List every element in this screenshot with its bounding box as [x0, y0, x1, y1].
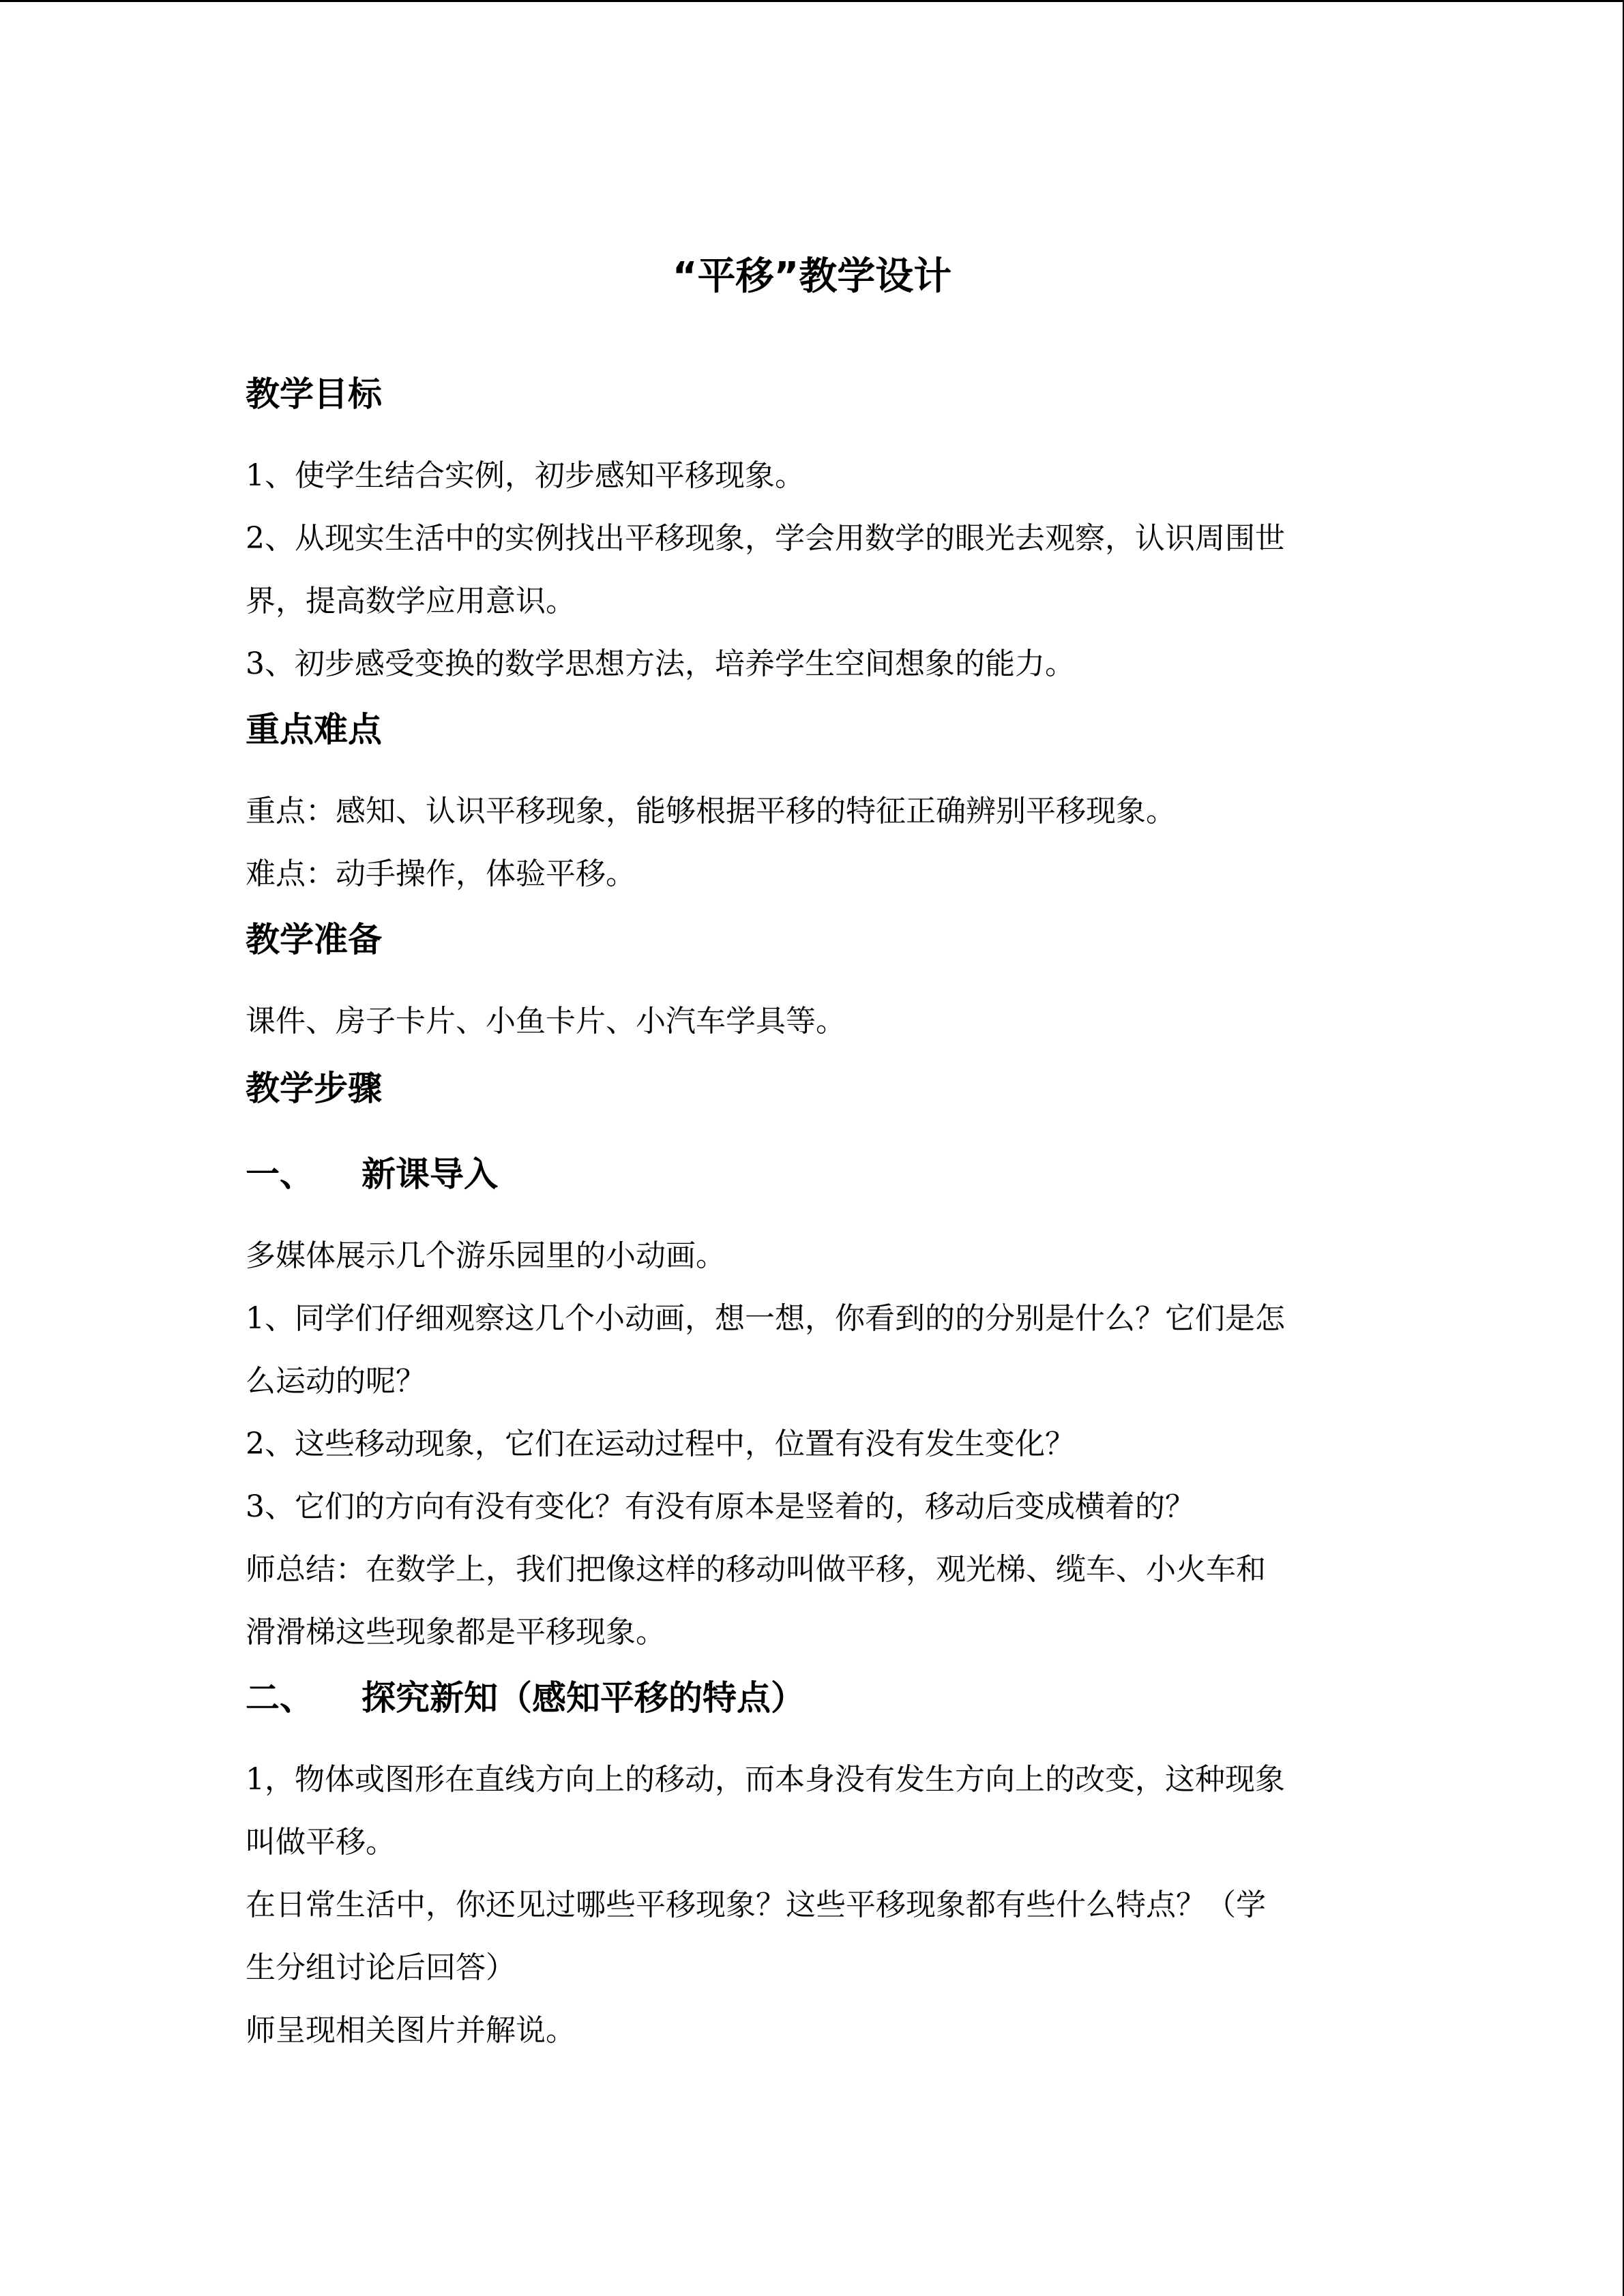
- part1-title: 新课导入: [361, 1154, 498, 1194]
- objective-line-1: 1、使学生结合实例，初步感知平移现象。: [246, 458, 805, 493]
- page-top-border: [0, 0, 1624, 2]
- part1-line-6: 师总结：在数学上，我们把像这样的移动叫做平移，观光梯、缆车、小火车和: [246, 1552, 1266, 1587]
- preparation-line: 课件、房子卡片、小鱼卡片、小汽车学具等。: [246, 1004, 846, 1039]
- heading-objectives: 教学目标: [246, 374, 382, 414]
- part2-line-1: 1，物体或图形在直线方向上的移动，而本身没有发生方向上的改变，这种现象: [246, 1762, 1285, 1797]
- heading-key-points: 重点难点: [246, 710, 382, 749]
- part1-line-7: 滑滑梯这些现象都是平移现象。: [246, 1615, 666, 1650]
- heading-part2: [246, 1671, 805, 1725]
- part2-line-5: 师呈现相关图片并解说。: [246, 2013, 576, 2048]
- heading-steps: 教学步骤: [246, 1069, 382, 1108]
- part1-number: 一、: [246, 1154, 314, 1194]
- objective-line-2-cont: 界，提高数学应用意识。: [246, 584, 576, 618]
- part2-line-2: 叫做平移。: [246, 1825, 396, 1860]
- part1-line-1: 多媒体展示几个游乐园里的小动画。: [246, 1238, 726, 1273]
- objective-line-3: 3、初步感受变换的数学思想方法，培养学生空间想象的能力。: [246, 646, 1075, 681]
- difficulty-line: 难点：动手操作，体验平移。: [246, 856, 636, 891]
- key-point-line: 重点：感知、认识平移现象，能够根据平移的特征正确辨别平移现象。: [246, 794, 1176, 829]
- part1-line-3: 么运动的呢？: [246, 1364, 426, 1399]
- part2-line-4: 生分组讨论后回答）: [246, 1950, 516, 1985]
- page-title: “平移”教学设计: [672, 254, 952, 299]
- objective-line-2: 2、从现实生活中的实例找出平移现象，学会用数学的眼光去观察，认识周围世: [246, 521, 1285, 556]
- heading-part1: [246, 1147, 498, 1202]
- part2-title: 探究新知（感知平移的特点）: [361, 1678, 805, 1718]
- part1-line-4: 2、这些移动现象，它们在运动过程中，位置有没有发生变化？: [246, 1427, 1075, 1461]
- heading-preparation: 教学准备: [246, 920, 382, 959]
- part2-number: 二、: [246, 1678, 314, 1718]
- part1-line-2: 1、同学们仔细观察这几个小动画，想一想，你看到的的分别是什么？它们是怎: [246, 1301, 1285, 1336]
- part1-line-5: 3、它们的方向有没有变化？有没有原本是竖着的，移动后变成横着的？: [246, 1489, 1195, 1524]
- part2-line-3: 在日常生活中，你还见过哪些平移现象？这些平移现象都有些什么特点？（学: [246, 1888, 1266, 1922]
